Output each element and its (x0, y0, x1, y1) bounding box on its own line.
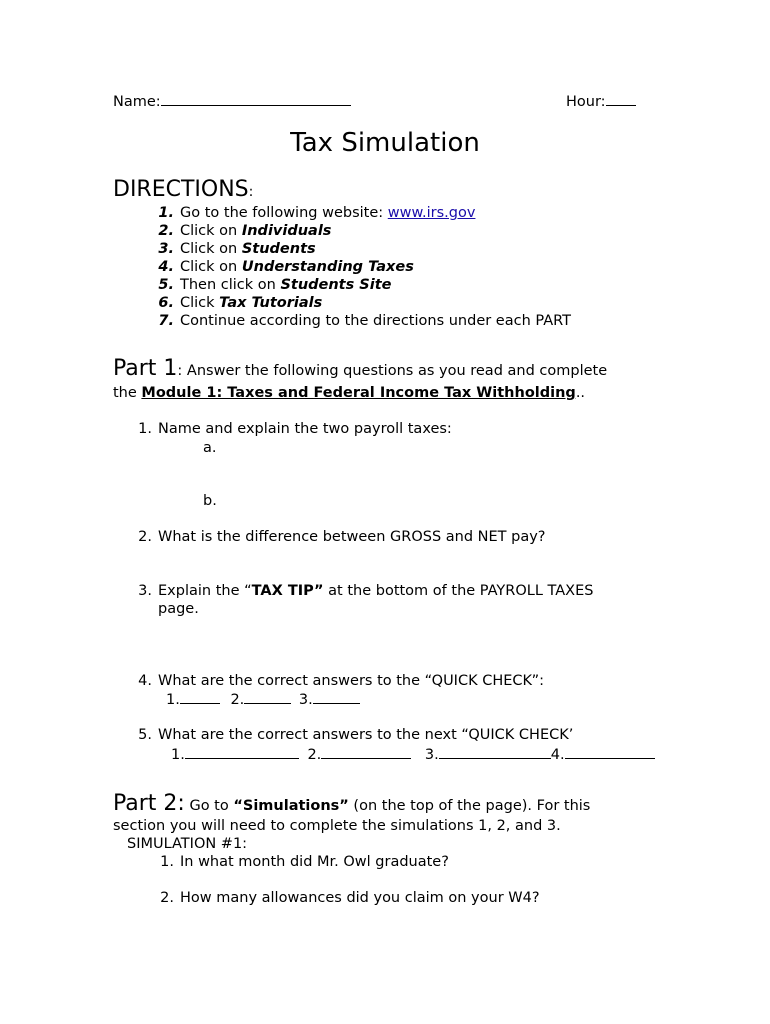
directions-item-emphasis: Students Site (280, 276, 392, 293)
question-number: 5. (138, 727, 152, 743)
part1-line2-prefix: the (113, 385, 142, 401)
name-label: Name: (113, 94, 161, 110)
directions-item (152, 313, 571, 330)
quick-check-1-answers (166, 691, 360, 709)
question-number: 2. (160, 890, 174, 906)
question-number: 1. (138, 421, 152, 437)
part2-line2: section you will need to complete the simulations 1, 2, and 3. (113, 818, 561, 834)
directions-item (152, 223, 331, 240)
sub-answer-b: b. (203, 493, 217, 509)
page-title: Tax Simulation (290, 128, 480, 158)
directions-item-text: Click on (180, 240, 242, 257)
directions-item-text: Click (180, 294, 220, 311)
question-text: What is the difference between GROSS and NET pay? (158, 529, 546, 545)
answer-blank[interactable] (565, 746, 655, 759)
answer-blank[interactable] (180, 691, 220, 704)
part1-line2-suffix: .. (575, 385, 586, 401)
question-number: 1. (160, 854, 174, 870)
question (130, 529, 546, 546)
irs-website-link[interactable]: www.irs.gov (387, 205, 476, 221)
directions-item-number: 5. (158, 276, 174, 293)
blank-label: 1. (171, 747, 185, 763)
question-text: What are the correct answers to the “QUICK CHECK”: (158, 673, 544, 689)
directions-item-number: 4. (158, 258, 174, 275)
question (130, 727, 573, 744)
directions-item-emphasis: Individuals (241, 222, 332, 239)
question (130, 583, 593, 600)
directions-item-number: 7. (158, 312, 174, 329)
hour-field (566, 93, 636, 111)
question-continuation: page. (158, 601, 199, 617)
tax-tip-emphasis: TAX TIP” (251, 583, 324, 599)
directions-item (152, 259, 414, 276)
question-number: 3. (138, 583, 152, 599)
directions-item-number: 1. (158, 205, 174, 221)
simulations-emphasis: “Simulations” (233, 798, 349, 814)
answer-blank[interactable] (439, 746, 551, 759)
answer-blank[interactable] (244, 691, 291, 704)
directions-heading (113, 177, 253, 203)
directions-item (152, 277, 391, 294)
part2-text-cont: (on the top of the page). For this (348, 798, 591, 814)
directions-item-text: Click on (180, 258, 242, 275)
question-number: 2. (138, 529, 152, 545)
directions-item-emphasis: Students (241, 240, 316, 257)
name-field (113, 93, 351, 111)
directions-item-emphasis: Tax Tutorials (219, 294, 323, 311)
part1-heading: Part 1 (113, 356, 178, 381)
question-number: 4. (138, 673, 152, 689)
directions-item-text: Go to the following website: (180, 205, 388, 221)
question-text: What are the correct answers to the next “QUICK CHECK’ (158, 727, 574, 743)
sub-answer-a: a. (203, 440, 217, 456)
part2-intro (113, 791, 590, 817)
question-text: Explain the “ (158, 583, 252, 599)
question-text: Name and explain the two payroll taxes: (158, 421, 452, 437)
answer-blank[interactable] (185, 746, 299, 759)
blank-label: 3. (424, 747, 439, 763)
quick-check-2-answers (171, 746, 655, 764)
part2-text: Go to (184, 798, 234, 814)
blank-label: 4. (550, 747, 565, 763)
directions-item-text: Then click on (180, 276, 281, 293)
part1-intro-text: : Answer the following questions as you read and complete (177, 363, 608, 379)
simulation-label: SIMULATION #1: (127, 836, 248, 852)
part1-intro (113, 356, 607, 382)
blank-label: 1. (166, 692, 180, 708)
name-blank[interactable] (161, 93, 351, 106)
directions-item-number: 6. (158, 294, 174, 311)
question (130, 421, 452, 438)
question-text: How many allowances did you claim on your W4? (180, 890, 540, 906)
question (152, 890, 540, 907)
answer-blank[interactable] (321, 746, 411, 759)
question (152, 854, 449, 871)
directions-item-number: 2. (158, 222, 174, 239)
directions-item-text: Click on (180, 222, 242, 239)
answer-blank[interactable] (313, 691, 360, 704)
directions-item (152, 241, 316, 258)
blank-label: 2. (307, 747, 322, 763)
module-title: Module 1: Taxes and Federal Income Tax Withholding (141, 385, 576, 401)
hour-label: Hour: (566, 94, 606, 110)
question (130, 673, 544, 690)
part2-heading: Part 2: (113, 791, 185, 816)
directions-item-number: 3. (158, 240, 174, 257)
blank-label: 2. (230, 692, 245, 708)
directions-item (152, 205, 475, 222)
hour-blank[interactable] (606, 93, 636, 106)
directions-item-emphasis: Understanding Taxes (241, 258, 414, 275)
question-text-cont: at the bottom of the PAYROLL TAXES (323, 583, 594, 599)
directions-heading-text: DIRECTIONS (113, 177, 249, 202)
directions-colon: : (248, 184, 254, 200)
directions-item (152, 295, 322, 312)
question-text: In what month did Mr. Owl graduate? (180, 854, 449, 870)
directions-item-text: Continue according to the directions under each PART (180, 312, 571, 329)
blank-label: 3. (298, 692, 313, 708)
part1-module-line (113, 385, 585, 402)
